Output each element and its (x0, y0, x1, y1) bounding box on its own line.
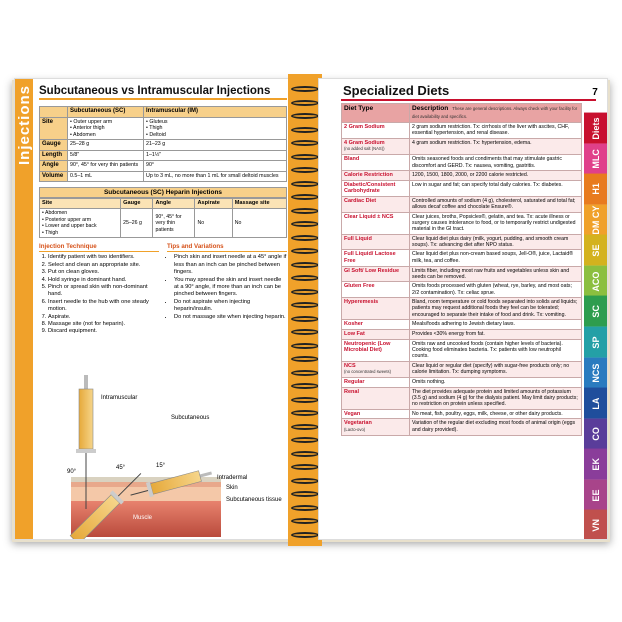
list-item: • Do not massage site when injecting heparin. (174, 314, 287, 321)
diet-description: Omits foods processed with gluten (wheat, rye, barley, and most oats; 2/2 contamination). Tx: celiac sprue. (410, 282, 582, 298)
list-item: • Anterior thigh (70, 125, 141, 132)
spiral-ring (291, 316, 319, 322)
list-item: 2. Select and clean an appropriate site. (48, 262, 159, 269)
diet-description: Clear liquid diet plus non-cream based soups, Jell-O®, juice, Lactaid® milk, tea, and coffee. (410, 250, 582, 266)
section-tab[interactable]: CO (584, 419, 608, 450)
diet-description: 2 gram sodium restriction. Tx: cirrhosis of the liver with ascites, CHF, essential hypertension, and renal disease. (410, 123, 582, 139)
row-label: Site (40, 117, 68, 140)
label-intradermal: Intradermal (217, 475, 248, 481)
list-item: • Do not aspirate when injecting heparin/insulin. (174, 299, 287, 314)
diet-name-label: Cardiac Diet (344, 197, 377, 204)
tips-column (167, 243, 287, 335)
injection-angles-illustration (21, 369, 283, 539)
list-item: • Abdomen (42, 210, 118, 217)
table-cell: Up to 3 mL, no more than 1 mL for small deltoid muscles (144, 171, 287, 182)
diet-name-label: 2 Gram Sodium (344, 124, 385, 131)
side-tab-label: Injections (16, 85, 33, 166)
label-angle-45: 45° (116, 465, 126, 471)
diet-description: Bland, room temperature or cold foods separated into solids and liquids; patients may request additional foods they feel can be tolerated; encouraged to separate their intake of food and drink. Tx: vomiting. (410, 298, 582, 320)
table-cell (144, 117, 287, 140)
table-header: Angle (153, 199, 195, 209)
list-item: • Deltoid (146, 132, 284, 139)
description-header-label: Description (412, 105, 449, 112)
spiral-ring (291, 532, 319, 538)
diet-description: Variation of the regular diet excluding most foods of animal origin (eggs and dairy provided). (410, 419, 582, 435)
left-content (39, 85, 287, 336)
label-angle-90: 90° (67, 469, 77, 475)
diet-name (342, 123, 410, 139)
diet-name-label: Full Liquid/ Lactose Free (344, 251, 396, 265)
table-row (342, 123, 582, 139)
table-row (40, 161, 287, 172)
table-row (40, 140, 287, 151)
table-row (342, 212, 582, 234)
table-row (40, 171, 287, 182)
table-row (342, 282, 582, 298)
row-label: Angle (40, 161, 68, 172)
right-page-title: Specialized Diets (343, 83, 450, 98)
spiral-ring (291, 140, 319, 146)
label-intramuscular: Intramuscular (101, 395, 138, 401)
diet-name (342, 387, 410, 409)
spiral-ring (291, 464, 319, 470)
label-subcutaneous-tissue: Subcutaneous tissue (226, 497, 282, 503)
diet-name-label: 4 Gram Sodium (344, 139, 385, 146)
section-tab[interactable]: EE (584, 480, 608, 511)
left-page (14, 78, 290, 540)
spiral-ring (291, 505, 319, 511)
table-cell: 90°, 45° for very thin patients (68, 161, 144, 172)
list-item: • Thigh (42, 230, 118, 237)
diet-description: Clear liquid or regular diet (specify) with sugar-free products only; no calorie limitation. Tx: dumping symptoms. (410, 361, 582, 377)
table-cell: 5/8" (68, 150, 144, 161)
table-header: Subcutaneous (SC) (68, 107, 144, 118)
label-subcutaneous: Subcutaneous (171, 415, 210, 421)
diets-table (341, 103, 582, 436)
section-tab[interactable]: LA (584, 388, 608, 419)
diet-description: Clear liquid diet plus dairy (milk, yogurt, pudding, and smooth cream soups). Tx: advancing diet after NPO status. (410, 234, 582, 250)
table-cell: 21–23 g (144, 140, 287, 151)
spiral-ring (291, 100, 319, 106)
row-label: Length (40, 150, 68, 161)
table-row (342, 339, 582, 361)
diet-name-label: NCS (344, 362, 356, 369)
diet-description: Limits fiber, including most raw fruits and vegetables unless skin and seeds can be removed. (410, 266, 582, 282)
diet-type-header: Diet Type (342, 104, 410, 123)
table-row (342, 298, 582, 320)
section-tab[interactable]: EK (584, 449, 608, 480)
diets-table-body (342, 123, 582, 436)
table-row (342, 170, 582, 180)
diet-name-label: Gluten Free (344, 283, 375, 290)
diet-name-label: Low Fat (344, 330, 365, 337)
spiral-ring (291, 329, 319, 335)
diet-subtitle: (no concentrated sweets) (344, 369, 392, 375)
heparin-table (39, 198, 287, 238)
diet-description: No meat, fish, poultry, eggs, milk, cheese, or other dairy products. (410, 409, 582, 419)
list-item: • Pinch skin and insert needle at a 45° angle if less than an inch can be pinched between fingers. (174, 254, 287, 276)
diet-description: 1200, 1500, 1800, 2000, or 2200 calorie restricted. (410, 170, 582, 180)
diet-description: Low in sugar and fat; can specify total daily calories. Tx: diabetes. (410, 180, 582, 196)
diet-name (342, 234, 410, 250)
section-tab[interactable]: H1 (584, 174, 608, 205)
row-label: Volume (40, 171, 68, 182)
section-tab[interactable]: ACO (584, 266, 608, 297)
title-rule (341, 99, 596, 101)
label-muscle: Muscle (133, 515, 153, 521)
diet-name (342, 196, 410, 212)
diet-description: Controlled amounts of sodium (4 g), cholesterol, saturated and total fat; allows decaf coffee and chocolate Ensure®. (410, 196, 582, 212)
description-header (410, 104, 582, 123)
section-tab[interactable]: SE (584, 235, 608, 266)
spiral-ring (291, 424, 319, 430)
list-item: • You may spread the skin and insert needle at a 90° angle, if more than an inch can be pinched between fingers. (174, 277, 287, 299)
spiral-ring (291, 235, 319, 241)
list-item: • Outer upper arm (70, 119, 141, 126)
spiral-ring (291, 221, 319, 227)
list-item: 5. Pinch or spread skin with non-dominant hand. (48, 284, 159, 299)
diet-name-label: Diabetic/Consistent Carbohydrate (344, 181, 396, 195)
diet-name-label: Full Liquid (344, 235, 372, 242)
diet-name-label: Hyperemesis (344, 299, 379, 306)
table-cell: 25–28 g (68, 140, 144, 151)
diet-name (342, 250, 410, 266)
section-tab[interactable]: DM CY (584, 205, 608, 236)
label-angle-15: 15° (156, 463, 166, 469)
subcutaneous-tissue-layer (71, 487, 221, 501)
spiral-ring (291, 397, 319, 403)
diet-description: The diet provides adequate protein and limited amounts of potassium (3.5 g) and sodium (4 g) for the dialysis patient. May limit dairy products; no restriction on protein unless specified. (410, 387, 582, 409)
diet-name-label: Clear Liquid ± NCS (344, 213, 394, 220)
diet-description: 4 gram sodium restriction. Tx: hypertension, edema. (410, 138, 582, 154)
table-row (40, 150, 287, 161)
spiral-ring (291, 167, 319, 173)
row-label: Gauge (40, 140, 68, 151)
diet-name-label: Bland (344, 156, 360, 163)
section-tab[interactable]: SC (584, 296, 608, 327)
list-item: 4. Hold syringe in dominant hand. (48, 277, 159, 284)
diet-name (342, 329, 410, 339)
right-page (318, 78, 608, 540)
table-row (342, 180, 582, 196)
diet-name (342, 180, 410, 196)
diet-description: Clear juices, broths, Popsicles®, gelatin, and tea. Tx: acute illness or surgery causes intolerance to food, or to temporarily restrict undigested material in the GI tract. (410, 212, 582, 234)
diet-description: Omits nothing. (410, 378, 582, 388)
table-cell (40, 209, 121, 238)
table-header: Aspirate (195, 199, 232, 209)
diet-name (342, 298, 410, 320)
spiral-ring (291, 356, 319, 362)
list-item: 6. Insert needle to the hub with one steady motion. (48, 299, 159, 314)
list-item: • Abdomen (70, 132, 141, 139)
diet-name (342, 138, 410, 154)
section-tab[interactable]: MLC (584, 144, 608, 175)
diet-name-label: Vegan (344, 410, 361, 417)
spiral-ring (291, 154, 319, 160)
header-note: These are general descriptions. Always check with your facility for diet availability and specifics. (412, 106, 578, 120)
table-header: Intramuscular (IM) (144, 107, 287, 118)
diet-name-label: Neutropenic (Low Microbial Diet) (344, 340, 391, 354)
table-cell: No (195, 209, 232, 238)
list-item: 3. Put on clean gloves. (48, 269, 159, 276)
table-row (342, 409, 582, 419)
list-item: 9. Discard equipment. (48, 328, 159, 335)
diet-name (342, 419, 410, 435)
spiral-ring (291, 208, 319, 214)
diet-subtitle: (Lacto-ovo) (344, 427, 366, 433)
spiral-ring (291, 518, 319, 524)
diet-subtitle: (no added salt (NAS)) (344, 146, 385, 152)
diet-name (342, 339, 410, 361)
diet-name (342, 361, 410, 377)
list-item: • Posterior upper arm (42, 217, 118, 224)
diet-description: Omits raw and uncooked foods (contain higher levels of bacteria). Cooking food eliminates bacteria. Tx: patients with low neutrophil counts. (410, 339, 582, 361)
spiral-ring (291, 437, 319, 443)
table-header: Massage site (232, 199, 286, 209)
diet-name-label: GI Soft/ Low Residue (344, 267, 400, 274)
diet-name (342, 266, 410, 282)
table-row (342, 329, 582, 339)
list-item: 7. Aspirate. (48, 314, 159, 321)
diet-name (342, 409, 410, 419)
list-item: 8. Massage site (not for heparin). (48, 321, 159, 328)
table-cell: 1–1½" (144, 150, 287, 161)
spiral-ring (291, 302, 319, 308)
spiral-ring (291, 289, 319, 295)
diet-description: Meals/foods adhering to Jewish dietary laws. (410, 320, 582, 330)
table-cell: No (232, 209, 286, 238)
diet-name (342, 155, 410, 171)
diet-description: Omits seasoned foods and condiments that may stimulate gastric discomfort and GERD. Tx: nausea, vomiting, gastritis. (410, 155, 582, 171)
technique-column (39, 243, 159, 335)
section-tabs (584, 113, 608, 540)
heparin-table-title: Subcutaneous (SC) Heparin Injections (39, 187, 287, 198)
table-row (342, 234, 582, 250)
table-cell: 0.5–1 mL (68, 171, 144, 182)
table-header (40, 107, 68, 118)
table-cell: 90° (144, 161, 287, 172)
table-row (40, 209, 287, 238)
technique-columns (39, 243, 287, 335)
table-row (342, 250, 582, 266)
list-item: • Lower and upper back (42, 223, 118, 230)
table-row (342, 387, 582, 409)
spiral-ring (291, 451, 319, 457)
diet-name-label: Calorie Restriction (344, 171, 393, 178)
table-row (40, 117, 287, 140)
table-cell (68, 117, 144, 140)
spiral-ring (291, 248, 319, 254)
sc-im-table (39, 106, 287, 182)
table-row (342, 196, 582, 212)
section-tab[interactable]: VN (584, 510, 608, 540)
page-number: 7 (587, 85, 603, 101)
list-item: • Gluteus (146, 119, 284, 126)
table-row (342, 361, 582, 377)
spiral-ring (291, 262, 319, 268)
spiral-ring (291, 194, 319, 200)
section-tab[interactable]: NCS (584, 358, 608, 389)
diet-name (342, 320, 410, 330)
table-row (342, 155, 582, 171)
section-tab[interactable]: Diets (584, 113, 608, 144)
tips-heading: Tips and Variations (167, 243, 287, 252)
table-header: Gauge (121, 199, 153, 209)
table-row (342, 138, 582, 154)
spiral-ring (291, 410, 319, 416)
diet-name (342, 212, 410, 234)
diet-name-label: Regular (344, 379, 365, 386)
diet-name (342, 378, 410, 388)
left-page-title: Subcutaneous vs Intramuscular Injections (39, 85, 287, 100)
table-row (342, 266, 582, 282)
technique-heading: Injection Technique (39, 243, 159, 252)
spiral-ring (291, 370, 319, 376)
spiral-ring (291, 478, 319, 484)
table-cell: 90°, 45° for very thin patients (153, 209, 195, 238)
table-cell: 25–26 g (121, 209, 153, 238)
diet-name-label: Vegetarian (344, 420, 372, 427)
spiral-ring (291, 343, 319, 349)
diet-name-label: Renal (344, 388, 359, 395)
spiral-ring (291, 86, 319, 92)
label-skin: Skin (226, 485, 238, 491)
table-header: Site (40, 199, 121, 209)
section-tab[interactable]: SP (584, 327, 608, 358)
spiral-ring (291, 127, 319, 133)
table-row (342, 378, 582, 388)
spiral-ring (291, 113, 319, 119)
spiral-ring (291, 181, 319, 187)
table-row (342, 320, 582, 330)
spiral-ring (291, 275, 319, 281)
list-item: • Thigh (146, 125, 284, 132)
spiral-ring (291, 491, 319, 497)
diet-name-label: Kosher (344, 321, 363, 328)
diet-name (342, 282, 410, 298)
diet-name (342, 170, 410, 180)
table-row (342, 419, 582, 435)
diet-description: Provides <30% energy from fat. (410, 329, 582, 339)
list-item: 1. Identify patient with two identifiers. (48, 254, 159, 261)
spiral-ring (291, 383, 319, 389)
